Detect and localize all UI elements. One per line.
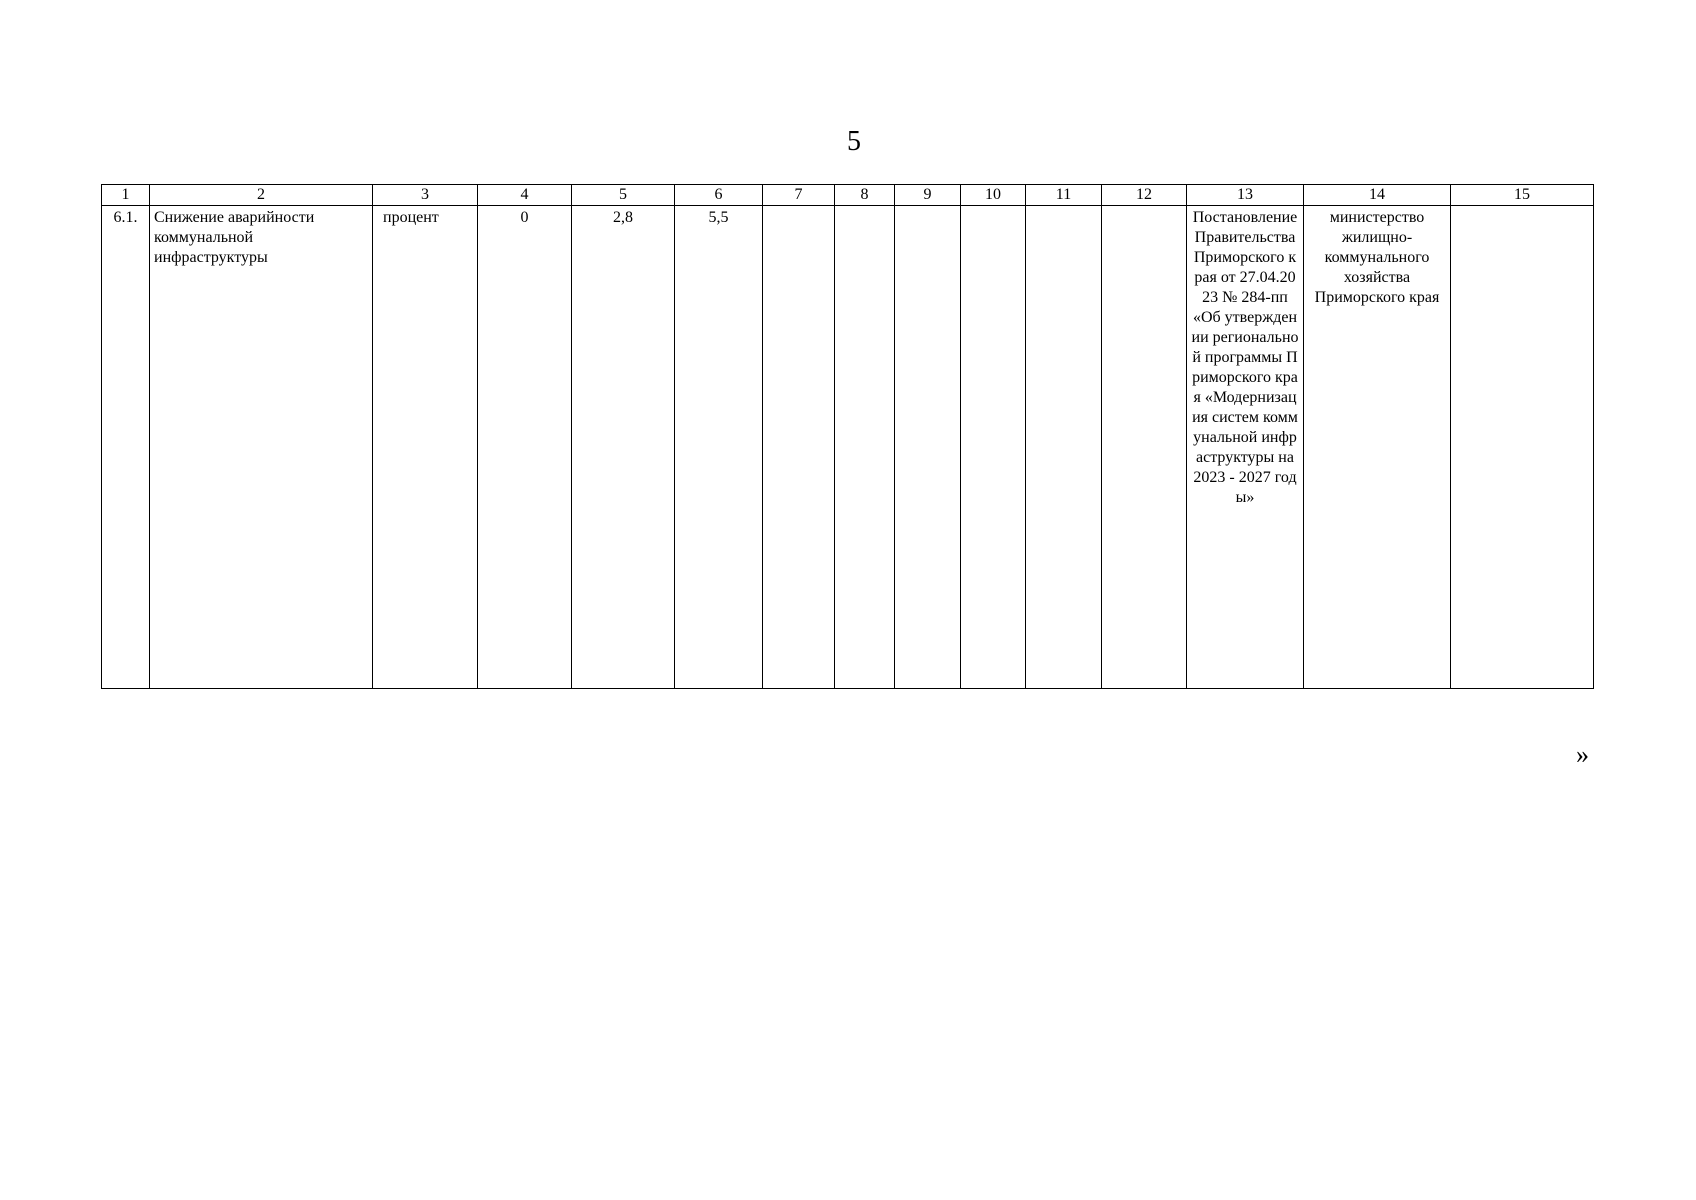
column-header-2: 2 bbox=[150, 185, 373, 206]
column-header-15: 15 bbox=[1451, 185, 1594, 206]
cell-col-4: 0 bbox=[478, 206, 572, 689]
page-number: 5 bbox=[847, 126, 861, 157]
column-header-7: 7 bbox=[763, 185, 835, 206]
column-header-1: 1 bbox=[102, 185, 150, 206]
cell-col-6: 5,5 bbox=[675, 206, 763, 689]
cell-col-10 bbox=[961, 206, 1026, 689]
column-header-9: 9 bbox=[895, 185, 961, 206]
table-row bbox=[102, 206, 1594, 689]
cell-indicator-name: Снижение аварийности коммунальной инфраструктуры bbox=[150, 206, 373, 689]
column-header-3: 3 bbox=[373, 185, 478, 206]
cell-col-15 bbox=[1451, 206, 1594, 689]
indicators-table bbox=[101, 184, 1594, 689]
cell-responsible-body: министерство жилищно-коммунального хозяйства Приморского края bbox=[1304, 206, 1451, 689]
cell-col-8 bbox=[835, 206, 895, 689]
cell-item-number: 6.1. bbox=[102, 206, 150, 689]
column-header-4: 4 bbox=[478, 185, 572, 206]
cell-col-5: 2,8 bbox=[572, 206, 675, 689]
cell-legal-basis: Постановление Правительства Приморского края от 27.04.2023 № 284-пп «Об утверждении региональной программы Приморского края «Модернизация систем коммунальной инфраструктуры на 2023 - 2027 годы» bbox=[1187, 206, 1304, 689]
cell-col-9 bbox=[895, 206, 961, 689]
column-header-14: 14 bbox=[1304, 185, 1451, 206]
column-header-12: 12 bbox=[1102, 185, 1187, 206]
column-header-11: 11 bbox=[1026, 185, 1102, 206]
header-row bbox=[102, 185, 1594, 206]
cell-col-7 bbox=[763, 206, 835, 689]
column-header-10: 10 bbox=[961, 185, 1026, 206]
column-header-8: 8 bbox=[835, 185, 895, 206]
cell-col-11 bbox=[1026, 206, 1102, 689]
cell-unit: процент bbox=[373, 206, 478, 689]
column-header-13: 13 bbox=[1187, 185, 1304, 206]
column-header-6: 6 bbox=[675, 185, 763, 206]
column-header-5: 5 bbox=[572, 185, 675, 206]
closing-quote: » bbox=[1576, 740, 1589, 769]
cell-col-12 bbox=[1102, 206, 1187, 689]
